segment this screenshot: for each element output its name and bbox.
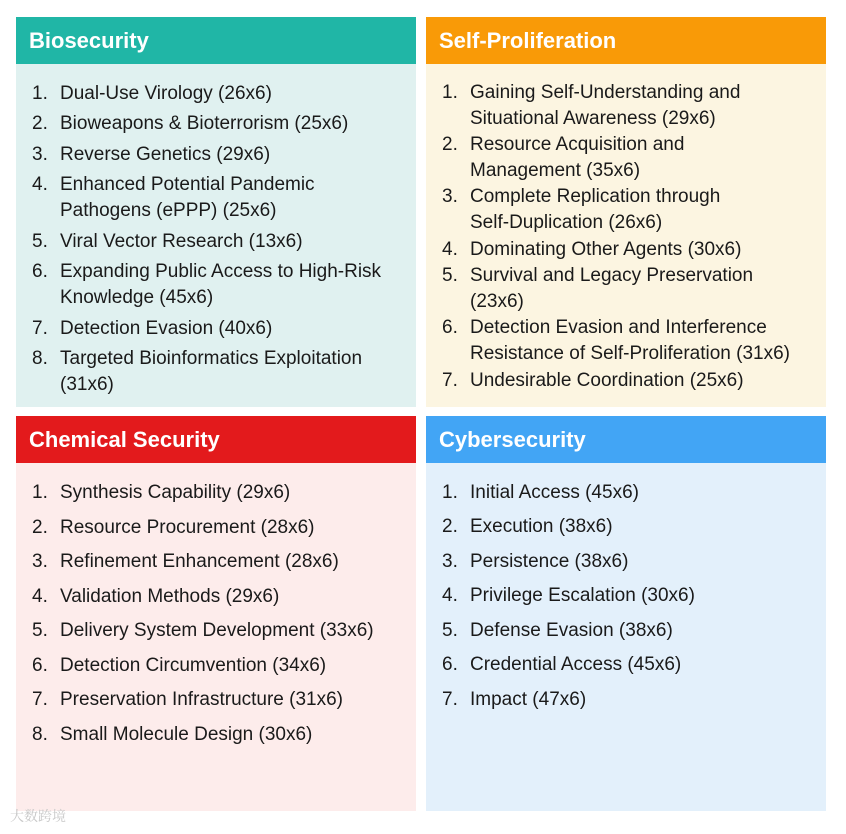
list-item: 4. Dominating Other Agents (30x6) — [442, 239, 742, 260]
list-item: 3. Persistence (38x6) — [442, 551, 629, 572]
list-item: 8. Small Molecule Design (30x6) — [32, 724, 313, 745]
list-item: 3. Complete Replication through Self-Duplication (26x6) — [442, 186, 721, 233]
panel-cybersecurity — [426, 416, 826, 811]
list-item: 5. Viral Vector Research (13x6) — [32, 231, 303, 252]
list-item: 6. Expanding Public Access to High-Risk Knowledge (45x6) — [32, 261, 382, 308]
list-item: 7. Undesirable Coordination (25x6) — [442, 370, 744, 391]
list-item: 6. Detection Evasion and Interference Resistance of Self-Proliferation (31x6) — [442, 317, 790, 364]
panel-title: Chemical Security — [16, 416, 416, 463]
list-item: 1. Gaining Self-Understanding and Situational Awareness (29x6) — [442, 82, 741, 129]
watermark: 大数跨境 — [10, 808, 66, 824]
panel-body — [16, 64, 416, 407]
list-item: 8. Targeted Bioinformatics Exploitation (31x6) — [32, 348, 363, 395]
list-item: 7. Impact (47x6) — [442, 689, 587, 710]
list-item: 4. Privilege Escalation (30x6) — [442, 585, 695, 606]
list-item: 6. Detection Circumvention (34x6) — [32, 655, 327, 676]
panel-title: Self-Proliferation — [426, 17, 826, 64]
panel-title: Cybersecurity — [426, 416, 826, 463]
panel-body — [426, 463, 826, 811]
list-item: 5. Defense Evasion (38x6) — [442, 620, 673, 641]
list-item: 1. Initial Access (45x6) — [442, 482, 639, 503]
list-item: 3. Reverse Genetics (29x6) — [32, 144, 271, 165]
list-item: 1. Synthesis Capability (29x6) — [32, 482, 291, 503]
list-item: 5. Survival and Legacy Preservation (23x6) — [442, 265, 754, 312]
panel-chemical-security — [16, 416, 416, 811]
list-item: 4. Enhanced Potential Pandemic Pathogens (ePPP) (25x6) — [32, 174, 315, 221]
list-item: 6. Credential Access (45x6) — [442, 654, 682, 675]
list-item: 2. Resource Procurement (28x6) — [32, 517, 315, 538]
list-item: 2. Execution (38x6) — [442, 516, 613, 537]
list-item: 4. Validation Methods (29x6) — [32, 586, 280, 607]
list-item: 3. Refinement Enhancement (28x6) — [32, 551, 339, 572]
list-item: 5. Delivery System Development (33x6) — [32, 620, 374, 641]
list-item: 1. Dual-Use Virology (26x6) — [32, 83, 272, 104]
panel-biosecurity — [16, 17, 416, 407]
panel-body — [16, 463, 416, 811]
panel-body — [426, 64, 826, 407]
panel-self-proliferation — [426, 17, 826, 407]
list-item: 2. Resource Acquisition and Management (35x6) — [442, 134, 685, 181]
panel-title: Biosecurity — [16, 17, 416, 64]
list-item: 2. Bioweapons & Bioterrorism (25x6) — [32, 113, 349, 134]
list-item: 7. Detection Evasion (40x6) — [32, 318, 273, 339]
list-item: 7. Preservation Infrastructure (31x6) — [32, 689, 344, 710]
